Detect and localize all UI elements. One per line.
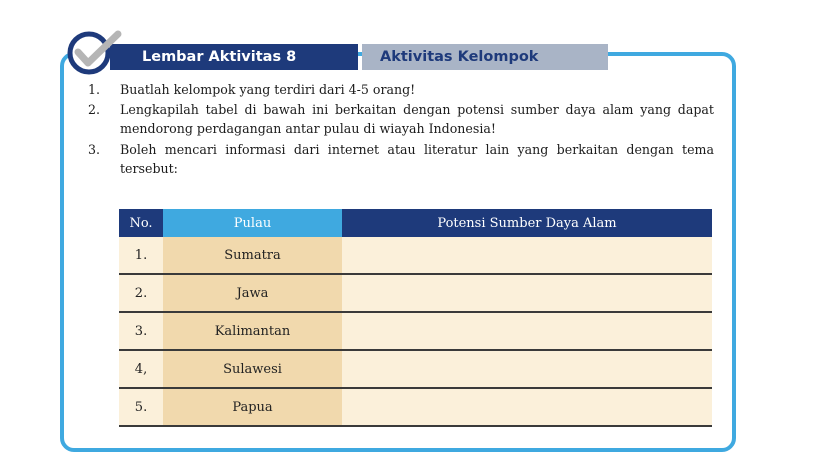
header-pulau: Pulau [163,209,342,237]
instruction-number: 3. [88,141,101,157]
table-row [119,312,712,350]
island-name: Sulawesi [163,350,342,388]
island-name: Papua [163,388,342,426]
island-name: Jawa [163,274,342,312]
table-row [119,350,712,388]
island-name: Sumatra [163,237,342,274]
resource-table [119,209,712,427]
instruction-number: 1. [88,82,101,97]
instruction-text: Buatlah kelompok yang terdiri dari 4-5 orang! [120,82,416,97]
potential-cell[interactable] [342,312,712,350]
instruction-text: Lengkapilah tabel di bawah ini berkaitan dengan potensi sumber daya alam yang dapat mendorong perdagangan antar pulau di wiayah Indonesia! [120,102,714,137]
row-number: 1. [119,237,163,274]
table-row [119,274,712,312]
potential-cell[interactable] [342,388,712,426]
instruction-item [88,80,714,99]
instruction-number: 2. [88,102,101,118]
potential-cell[interactable] [342,350,712,388]
instruction-item [88,140,714,178]
header-potensi: Potensi Sumber Daya Alam [342,209,712,237]
island-name: Kalimantan [163,312,342,350]
instruction-list [88,80,714,179]
table-row [119,237,712,274]
activity-label: Lembar Aktivitas 8 [110,44,358,70]
potential-cell[interactable] [342,274,712,312]
potential-cell[interactable] [342,237,712,274]
header-no: No. [119,209,163,237]
table-row [119,388,712,426]
checkmark-icon [58,30,124,76]
activity-type: Aktivitas Kelompok [362,44,608,70]
row-number: 5. [119,388,163,426]
table-header-row [119,209,712,237]
row-number: 2. [119,274,163,312]
row-number: 4, [119,350,163,388]
instruction-text: Boleh mencari informasi dari internet atau literatur lain yang berkaitan dengan tema tersebut: [120,141,714,176]
instruction-item [88,100,714,138]
row-number: 3. [119,312,163,350]
